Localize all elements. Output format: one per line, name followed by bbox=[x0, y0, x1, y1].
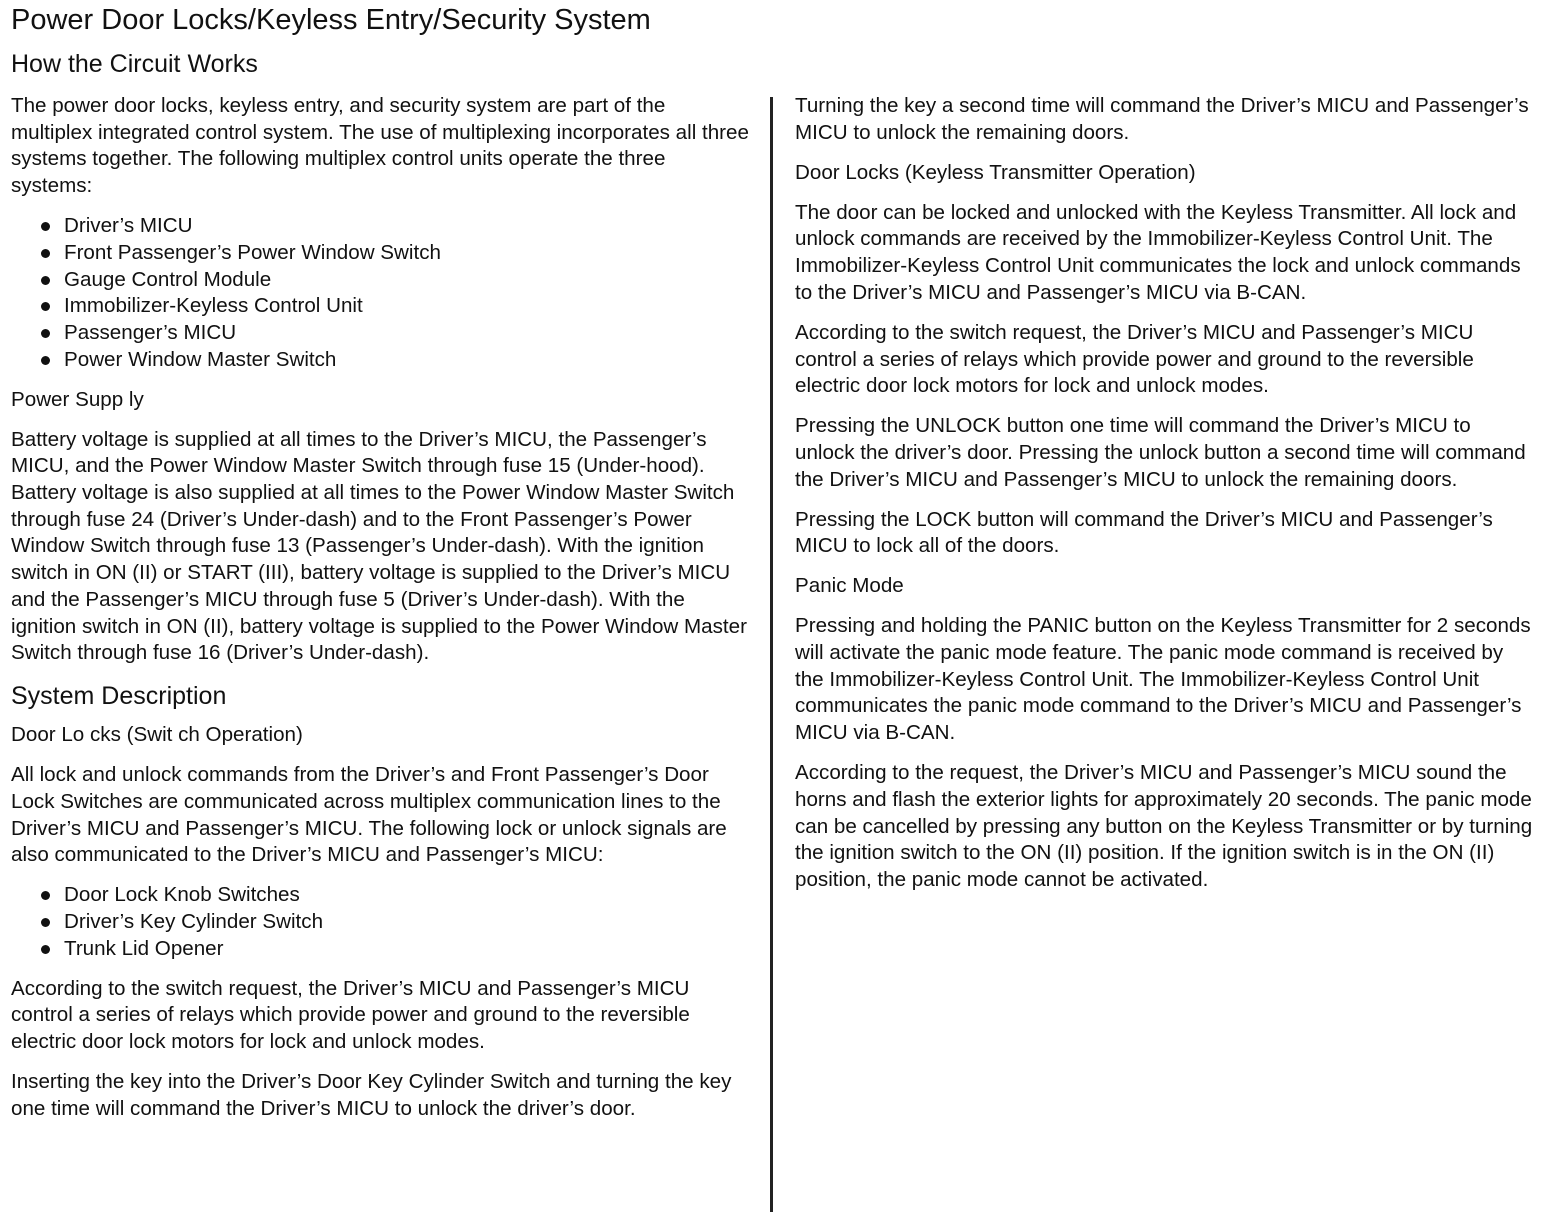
panic-request-paragraph: According to the request, the Driver’s MICU and Passenger’s MICU sound the horns and flash the exterior lights for approximately 20 seconds. The panic mode can be cancelled by pressing any button on the Keyless Transmitter or by turning the ignition switch to the ON (II) position. If the ignition switch is in the ON (II) position, the panic mode cannot be activated. bbox=[795, 761, 1533, 891]
list-item-label: Front Passenger’s Power Window Switch bbox=[64, 240, 441, 264]
key-second-paragraph: Turning the key a second time will command the Driver’s MICU and Passenger’s MICU to unlock the remaining doors. bbox=[795, 94, 1529, 144]
section-title-system-description: System Description bbox=[11, 682, 227, 711]
list-item bbox=[11, 320, 751, 347]
list-item-label: Immobilizer-Keyless Control Unit bbox=[64, 294, 363, 318]
keyless-heading: Door Locks (Keyless Transmitter Operation) bbox=[795, 160, 1196, 184]
bullet-icon bbox=[41, 891, 50, 900]
list-item bbox=[11, 240, 751, 267]
list-item-label: Driver’s Key Cylinder Switch bbox=[64, 910, 324, 934]
list-item bbox=[11, 293, 751, 320]
section-title-how-circuit-works: How the Circuit Works bbox=[11, 50, 258, 78]
power-supply-heading: Power Supp ly bbox=[11, 387, 144, 411]
relay-paragraph: According to the switch request, the Driver’s MICU and Passenger’s MICU control a series of relays which provide power and ground to the reversible electric door lock motors for lock and unlock modes. bbox=[11, 976, 690, 1054]
list-item-label: Door Lock Knob Switches bbox=[64, 883, 300, 907]
list-item bbox=[11, 213, 751, 240]
control-units-list bbox=[11, 213, 751, 373]
bullet-icon bbox=[41, 918, 50, 927]
bullet-icon bbox=[41, 302, 50, 311]
unlock-paragraph: Pressing the UNLOCK button one time will command the Driver’s MICU to unlock the driver’s door. Pressing the unlock button a second time will command the Driver’s MICU and Passenger’s MICU to unlock the remaining doors. bbox=[795, 414, 1526, 491]
bullet-icon bbox=[41, 276, 50, 285]
door-locks-switch-paragraph: All lock and unlock commands from the Driver’s and Front Passenger’s Door Lock Switches are communicated across multiplex communication lines to the Driver’s MICU and Passenger’s MICU. The following lock or unlock signals are also communicated to the Driver’s MICU and Passenger’s MICU: bbox=[11, 763, 727, 867]
panic-heading: Panic Mode bbox=[795, 574, 904, 598]
bullet-icon bbox=[41, 222, 50, 231]
left-column bbox=[11, 93, 751, 1136]
list-item-label: Driver’s MICU bbox=[64, 214, 193, 238]
list-item-label: Passenger’s MICU bbox=[64, 320, 237, 344]
panic-paragraph: Pressing and holding the PANIC button on the Keyless Transmitter for 2 seconds will activate the panic mode feature. The panic mode command is received by the Immobilizer-Keyless Control Unit. The Immobilizer-Keyless Control Unit communicates the panic mode command to the Driver’s MICU and Passenger’s MICU via B-CAN. bbox=[795, 614, 1531, 745]
list-item-label: Trunk Lid Opener bbox=[64, 936, 224, 960]
intro-paragraph: The power door locks, keyless entry, and security system are part of the multiplex integrated control system. The use of multiplexing incorporates all three systems together. The following multiplex control units operate the three systems: bbox=[11, 94, 749, 198]
right-column bbox=[795, 93, 1535, 907]
key-paragraph: Inserting the key into the Driver’s Door Key Cylinder Switch and turning the key one time will command the Driver’s MICU to unlock the driver’s door. bbox=[11, 1070, 732, 1120]
bullet-icon bbox=[41, 945, 50, 954]
list-item-label: Power Window Master Switch bbox=[64, 347, 337, 371]
list-item bbox=[11, 936, 751, 963]
power-supply-paragraph: Battery voltage is supplied at all times to the Driver’s MICU, the Passenger’s MICU, and the Power Window Master Switch through fuse 15 (Under-hood). Battery voltage is also supplied at all times to the Power Window Master Switch through fuse 24 (Driver’s Under-dash) and to the Front Passenger’s Power Window Switch through fuse 13 (Passenger’s Under-dash). With the ignition switch in ON (II) or START (III), battery voltage is supplied to the Driver’s MICU and the Passenger’s MICU through fuse 5 (Driver’s Under-dash). With the ignition switch in ON (II), battery voltage is supplied to the Power Window Master Switch through fuse 16 (Driver’s Under-dash). bbox=[11, 427, 747, 665]
list-item bbox=[11, 882, 751, 909]
document-title: Power Door Locks/Keyless Entry/Security System bbox=[11, 4, 651, 36]
bullet-icon bbox=[41, 249, 50, 258]
column-divider bbox=[770, 97, 773, 1212]
list-item-label: Gauge Control Module bbox=[64, 267, 272, 291]
bullet-icon bbox=[41, 329, 50, 338]
list-item bbox=[11, 267, 751, 294]
door-locks-switch-heading: Door Lo cks (Swit ch Operation) bbox=[11, 723, 303, 747]
list-item bbox=[11, 347, 751, 374]
lock-paragraph: Pressing the LOCK button will command the Driver’s MICU and Passenger’s MICU to lock all of the doors. bbox=[795, 507, 1493, 558]
keyless-paragraph: The door can be locked and unlocked with the Keyless Transmitter. All lock and unlock commands are received by the Immobilizer-Keyless Control Unit. The Immobilizer-Keyless Control Unit communicates the lock and unlock commands to the Driver’s MICU and Passenger’s MICU via B-CAN. bbox=[795, 200, 1521, 304]
list-item bbox=[11, 909, 751, 936]
keyless-relay-paragraph: According to the switch request, the Driver’s MICU and Passenger’s MICU control a series of relays which provide power and ground to the reversible electric door lock motors for lock and unlock modes. bbox=[795, 320, 1474, 398]
bullet-icon bbox=[41, 356, 50, 365]
lock-signals-list bbox=[11, 882, 751, 962]
